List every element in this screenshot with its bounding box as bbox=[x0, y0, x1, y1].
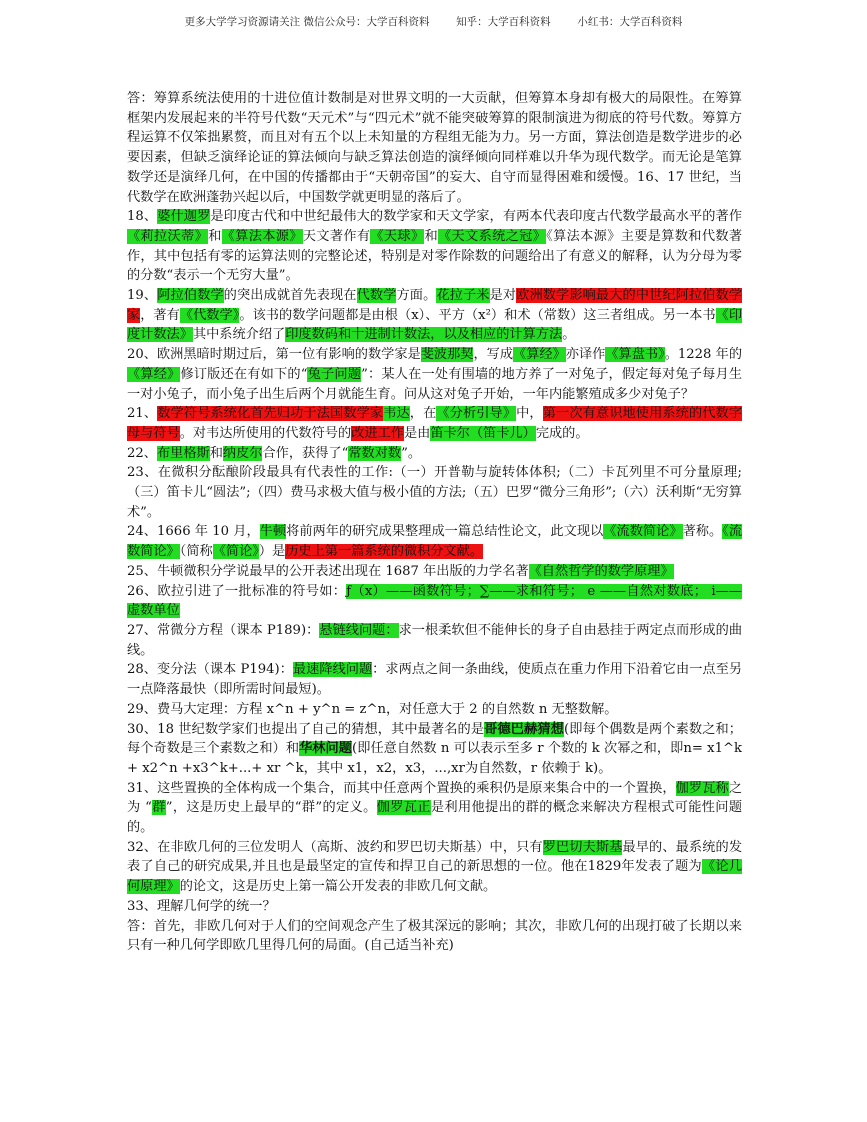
paragraph bbox=[127, 522, 742, 561]
green-highlight-text: 《天文系统之冠》 bbox=[438, 228, 547, 244]
text-segment: ”，这是历史上最早的“群”的定义。 bbox=[165, 800, 377, 816]
text-segment: ”。 bbox=[401, 445, 422, 461]
green-highlight-text: 花拉子米 bbox=[436, 288, 490, 304]
green-highlight-text: 《算法本源》 bbox=[221, 228, 303, 244]
text-segment: 26、欧拉引进了一批标准的符号如： bbox=[127, 583, 347, 599]
paragraph bbox=[127, 779, 742, 838]
green-highlight-text: ƒ（x）——函数符号；∑——求和符号； e ——自然对数底； i——虚数单位 bbox=[127, 583, 742, 619]
red-highlight-text: 历史上第一篇系统的微积分文献。 bbox=[285, 544, 484, 560]
green-highlight-text: 婆什迦罗 bbox=[157, 209, 211, 225]
text-segment: 其中系统介绍了 bbox=[192, 327, 286, 343]
text-segment: 18、 bbox=[127, 209, 158, 225]
text-segment: 。1228 年的 bbox=[664, 347, 743, 363]
text-segment: 27、常微分方程（课本 P189)： bbox=[127, 622, 320, 638]
text-segment: ”：某人在一处有围墙的地方养了一对兔子，假定每对兔子每月生一对小兔子，而小兔子出生后两个月就能生育。问从这对兔子开始，一年内能繁殖成多少对兔子？ bbox=[127, 366, 743, 402]
text-segment: 30、18 世纪数学家们也提出了自己的猜想，其中最著名的是 bbox=[127, 721, 485, 737]
text-segment: 亦译作 bbox=[565, 347, 606, 363]
red-highlight-text: 欧洲数学影响最大的中世纪阿拉伯数学家 bbox=[127, 288, 743, 323]
green-highlight-text: 《算盘书》 bbox=[605, 347, 665, 363]
text-segment: 《算法本源》主要是算数和代数著作，其中包括有零的运算法则的完整论述，特别是对零作除数的问题给出了有意义的解释，认为分母为零的分数“表示一个无穷大量”。 bbox=[127, 228, 743, 284]
red-highlight-text: 第一次有意识地使用系统的代数字母与符号 bbox=[127, 406, 743, 441]
green-highlight-text: 华林问题 bbox=[299, 741, 353, 757]
text-segment: 28、变分法（课本 P194)： bbox=[127, 662, 293, 678]
page-header: 更多大学学习资源请关注 微信公众号：大学百科资料 知乎：大学百科资料 小红书：大学百科资料 bbox=[184, 16, 683, 28]
text-segment: 。 bbox=[562, 327, 576, 343]
text-segment: 是由 bbox=[403, 425, 431, 441]
text-segment: ：求两点之间一条曲线，使质点在重力作用下沿着它由一点至另一点降落最快（即所需时间最短)。 bbox=[127, 662, 743, 698]
green-highlight-text: 《代数学》 bbox=[179, 307, 240, 323]
green-highlight-text: 《分析引导》 bbox=[436, 406, 517, 422]
text-segment: 22、 bbox=[127, 445, 157, 461]
green-highlight-text: 罗巴切夫斯基 bbox=[542, 839, 623, 855]
paragraph bbox=[127, 897, 742, 917]
text-segment: 著称。 bbox=[682, 524, 723, 540]
green-highlight-text: 斐波那契 bbox=[420, 347, 474, 363]
green-highlight-text: 常数对数 bbox=[348, 445, 402, 461]
text-segment: 中， bbox=[516, 406, 543, 422]
text-segment: （简称 bbox=[179, 544, 213, 560]
green-highlight-text: 笛卡尔（笛卡儿） bbox=[430, 425, 536, 441]
green-highlight-text: 《天球》 bbox=[370, 228, 425, 244]
green-highlight-text: 哥德巴赫猜想 bbox=[484, 721, 564, 737]
text-segment: 。该书的数学问题都是由根（x）、平方（x²）和术（常数）这三者组成。另一本书 bbox=[239, 307, 716, 323]
green-highlight-text: 牛顿 bbox=[259, 524, 287, 540]
green-highlight-text: 《流数简论》 bbox=[603, 524, 683, 540]
paragraph bbox=[127, 286, 742, 345]
green-highlight-text: 伽罗瓦正 bbox=[376, 800, 431, 816]
paragraph bbox=[127, 838, 742, 897]
green-highlight-text: 印度数码和十进制计数法，以及相应的计算方法 bbox=[285, 327, 563, 343]
text-segment: 最早的、最系统的发表了自己的研究成果,并且也是最坚定的宣传和捍卫自己的新思想的一位。他在1829年发表了题为 bbox=[127, 839, 743, 875]
text-segment: 24、1666 年 10 月， bbox=[127, 524, 260, 540]
text-segment: 23、在微积分酝酿阶段最具有代表性的工作:（一）开普勒与旋转体体积;（二）卡瓦列里不可分量原理;（三）笛卡儿“圆法”;（四）费马求极大值与极小值的方法;（五）巴罗“微分三角形”;（六）沃利斯“无穷算术”。 bbox=[127, 465, 742, 520]
green-highlight-text: 《算经》 bbox=[127, 366, 181, 382]
paragraph bbox=[127, 207, 742, 286]
text-segment: 答：首先，非欧几何对于人们的空间观念产生了极其深远的影响；其次，非欧几何的出现打破了长期以来只有一种几何学即欧几里得几何的局面。(自己适当补充) bbox=[127, 918, 742, 954]
text-segment: 31、这些置换的全体构成一个集合，而其中任意两个置换的乘积仍是原来集合中的一个置换， bbox=[127, 780, 676, 796]
text-segment: ，著有 bbox=[140, 307, 180, 323]
green-highlight-text: 《莉拉沃蒂》 bbox=[127, 228, 209, 244]
paragraph bbox=[127, 917, 742, 956]
paragraph bbox=[127, 404, 742, 443]
paragraph bbox=[127, 562, 742, 582]
green-highlight-text: 纳皮尔 bbox=[222, 445, 263, 461]
text-segment: 20、欧洲黑暗时期过后，第一位有影响的数学家是 bbox=[127, 347, 421, 363]
paragraph bbox=[127, 444, 742, 464]
paragraph bbox=[127, 660, 742, 699]
green-highlight-text: 悬链线问题： bbox=[319, 622, 399, 638]
text-segment: 天文著作有 bbox=[302, 228, 371, 244]
text-segment: 19、 bbox=[127, 288, 158, 304]
green-highlight-text: 群 bbox=[151, 800, 166, 816]
text-segment: 32、在非欧几何的三位发明人（高斯、波约和罗巴切夫斯基）中，只有 bbox=[127, 839, 543, 855]
green-highlight-text: 《流数简论》 bbox=[127, 524, 743, 560]
text-segment: (即任意自然数 n 可以表示至多 r 个数的 k 次幂之和，即n= x1^k+ x2^n +x3^k+...+ xr ^k，其中 x1，x2，x3，...,xr为自然数，r 依赖于 k)。 bbox=[127, 741, 743, 776]
green-highlight-text: 《印度计数法》 bbox=[127, 307, 743, 343]
text-segment: ）是 bbox=[258, 544, 286, 560]
paragraph bbox=[127, 621, 742, 660]
text-segment: 方面。 bbox=[396, 288, 437, 304]
text-segment: ，在 bbox=[409, 406, 437, 422]
green-highlight-text: 《自然哲学的数学原理》 bbox=[528, 563, 674, 579]
green-highlight-text: 阿拉伯数学 bbox=[157, 288, 224, 304]
paragraph bbox=[127, 463, 742, 522]
text-segment: 29、费马大定理：方程 x^n + y^n = z^n，对任意大于 2 的自然数 n 无整数解。 bbox=[127, 701, 618, 717]
red-highlight-text: 数学符号系统化首先归功于法国数学家 bbox=[157, 406, 384, 422]
paragraph bbox=[127, 700, 742, 720]
green-highlight-text: 《简论》 bbox=[212, 544, 259, 560]
text-segment: 合作，获得了“ bbox=[262, 445, 349, 461]
text-segment: 21、 bbox=[127, 406, 158, 422]
red-highlight-text: 改进工作 bbox=[351, 425, 404, 441]
green-highlight-text: 《算经》 bbox=[513, 347, 566, 363]
text-segment: 之为 “ bbox=[127, 780, 743, 816]
green-highlight-text: 布里格斯 bbox=[156, 445, 210, 461]
text-segment: 修订版还在有如下的“ bbox=[180, 366, 308, 382]
paragraph bbox=[127, 582, 742, 621]
document-body bbox=[127, 89, 742, 956]
paragraph bbox=[127, 89, 742, 207]
text-segment: 的突出成就首先表现在 bbox=[223, 288, 357, 304]
text-segment: 是利用他提出的群的概念来解决方程根式可能性问题的。 bbox=[127, 800, 743, 836]
text-segment: 是印度古代和中世纪最伟大的数学家和天文学家，有两本代表印度古代数学最高水平的著作 bbox=[210, 209, 743, 225]
green-highlight-text: 伽罗瓦称 bbox=[675, 780, 729, 796]
text-segment: 完成的。 bbox=[535, 425, 589, 441]
paragraph bbox=[127, 720, 742, 779]
green-highlight-text: 代数学 bbox=[356, 288, 397, 304]
text-segment: 和 bbox=[209, 445, 223, 461]
text-segment: 33、理解几何学的统一？ bbox=[127, 898, 276, 914]
green-highlight-text: 韦达 bbox=[383, 406, 410, 422]
text-segment: 将前两年的研究成果整理成一篇总结性论文，此文现以 bbox=[286, 524, 604, 540]
text-segment: 求一根柔软但不能伸长的身子自由悬挂于两定点而形成的曲线。 bbox=[127, 622, 743, 658]
green-highlight-text: 兔子问题 bbox=[307, 366, 362, 382]
text-segment: 答：筹算系统法使用的十进位值计数制是对世界文明的一大贡献，但筹算本身却有极大的局限性。在筹算框架内发展起来的半符号代数“天元术”与“四元术”就不能突破筹算的限制演进为彻底的符号代数。筹算方程运算不仅笨拙累赘，而且对有五个以上未知量的方程组无能为力。另一方面，算法创造是数学进步的必要因素，但缺乏演绎论证的算法倾向与缺乏算法创造的演绎倾向同样难以升华为现代数学。而无论是笔算数学还是演绎几何，在中国的传播都由于“天朝帝国”的妄大、自守而显得困难和缓慢。16、17 世纪，当代数学在欧洲蓬勃兴起以后，中国数学就更明显的落后了。 bbox=[127, 91, 742, 205]
text-segment: 25、牛顿微积分学说最早的公开表述出现在 1687 年出版的力学名著 bbox=[127, 563, 529, 579]
green-highlight-text: 最速降线问题 bbox=[292, 662, 373, 678]
text-segment: 。对韦达所使用的代数符号的 bbox=[179, 425, 352, 441]
text-segment: (即每个偶数是两个素数之和；每个奇数是三个素数之和）和 bbox=[127, 721, 742, 757]
text-segment: 和 bbox=[424, 228, 439, 244]
paragraph bbox=[127, 345, 742, 404]
text-segment: 是对 bbox=[489, 288, 517, 304]
text-segment: ，写成 bbox=[473, 347, 514, 363]
text-segment: 和 bbox=[208, 228, 222, 244]
text-segment: 的论文，这是历史上第一篇公开发表的非欧几何文献。 bbox=[179, 879, 497, 895]
green-highlight-text: 《论几何原理》 bbox=[127, 859, 743, 895]
